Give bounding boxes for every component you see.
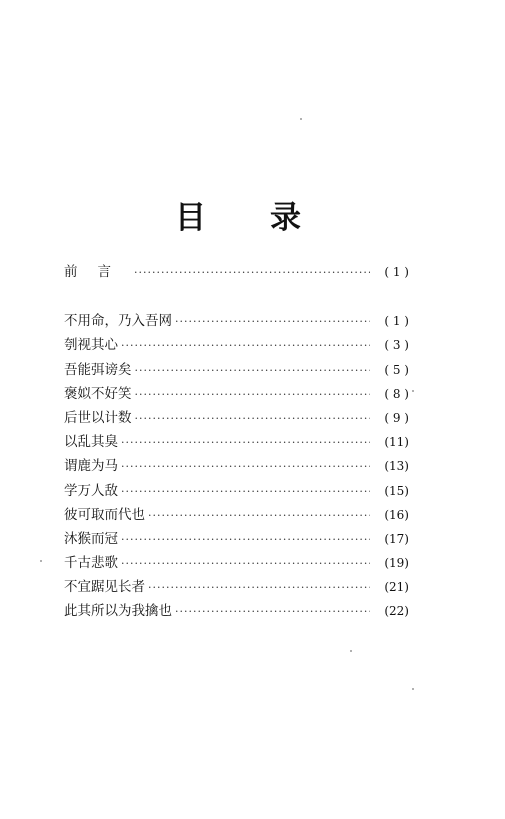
toc-entry-page: ( 5 )	[384, 362, 409, 377]
toc-entry-title: 以乱其臭	[64, 434, 118, 451]
dot-leader	[121, 480, 370, 504]
toc-entry-title: 前言	[64, 264, 131, 280]
scan-speck	[350, 650, 352, 652]
dot-leader	[121, 431, 370, 455]
toc-entry-title: 沐猴而冠	[64, 530, 118, 547]
toc-entry[interactable]	[64, 333, 409, 357]
toc-entry[interactable]	[64, 479, 409, 503]
dot-leader	[135, 383, 371, 407]
title-char-1: 目	[175, 200, 206, 236]
table-of-contents	[64, 260, 409, 624]
scan-speck	[300, 118, 302, 120]
toc-entry-page: ( 3 )	[384, 338, 409, 353]
toc-entry-title: 不宜踞见长者	[64, 579, 145, 596]
dot-leader	[121, 552, 370, 576]
toc-entry-title: 后世以计数	[64, 409, 132, 426]
dot-leader	[175, 310, 370, 334]
toc-entry-page: (22)	[384, 604, 409, 619]
toc-entry-page: ( 1 )	[384, 314, 409, 329]
toc-entry-title: 吾能弭谤矣	[64, 361, 132, 378]
toc-entry[interactable]	[64, 430, 409, 454]
toc-entry-title: 褒姒不好笑	[64, 385, 132, 402]
toc-entry-title: 彼可取而代也	[64, 506, 145, 523]
scan-speck	[412, 688, 414, 690]
toc-entry-page: (21)	[384, 580, 409, 595]
dot-leader	[175, 600, 370, 624]
scan-speck	[412, 390, 414, 392]
toc-entry[interactable]	[64, 406, 409, 430]
dot-leader	[121, 528, 370, 552]
toc-entry-title: 谓鹿为马	[64, 458, 118, 475]
toc-entry-page: (17)	[384, 531, 409, 546]
dot-leader	[148, 504, 370, 528]
toc-entry[interactable]	[64, 575, 409, 599]
toc-entry-page: ( 9 )	[384, 410, 409, 425]
page-title	[0, 192, 505, 236]
toc-entry-title: 学万人敌	[64, 482, 118, 499]
dot-leader	[121, 334, 370, 358]
toc-entry-preface[interactable]	[64, 260, 409, 284]
dot-leader	[135, 359, 371, 383]
toc-entry-page: (15)	[384, 483, 409, 498]
toc-entry-title: 不用命，乃入吾网	[64, 313, 172, 330]
title-char-2: 录	[270, 200, 301, 236]
toc-entry-title: 刳视其心	[64, 337, 118, 354]
toc-entry[interactable]	[64, 454, 409, 478]
toc-entry-page: ( 8 )	[384, 386, 409, 401]
toc-entry-page: ( 1 )	[384, 265, 409, 279]
dot-leader	[135, 407, 371, 431]
scan-speck	[40, 560, 42, 562]
toc-entry-page: (11)	[384, 435, 409, 450]
toc-entry[interactable]	[64, 382, 409, 406]
toc-entry[interactable]	[64, 599, 409, 623]
toc-entry[interactable]	[64, 551, 409, 575]
toc-entry[interactable]	[64, 309, 409, 333]
dot-leader	[148, 576, 370, 600]
toc-entry[interactable]	[64, 358, 409, 382]
dot-leader	[121, 455, 370, 479]
dot-leader	[134, 261, 370, 285]
toc-entry-page: (16)	[384, 507, 409, 522]
toc-entry[interactable]	[64, 503, 409, 527]
toc-entry-page: (13)	[384, 459, 409, 474]
toc-entry-title: 千古悲歌	[64, 555, 118, 572]
toc-entry-title: 此其所以为我擒也	[64, 603, 172, 620]
toc-entry[interactable]	[64, 527, 409, 551]
toc-entry-page: (19)	[384, 556, 409, 571]
